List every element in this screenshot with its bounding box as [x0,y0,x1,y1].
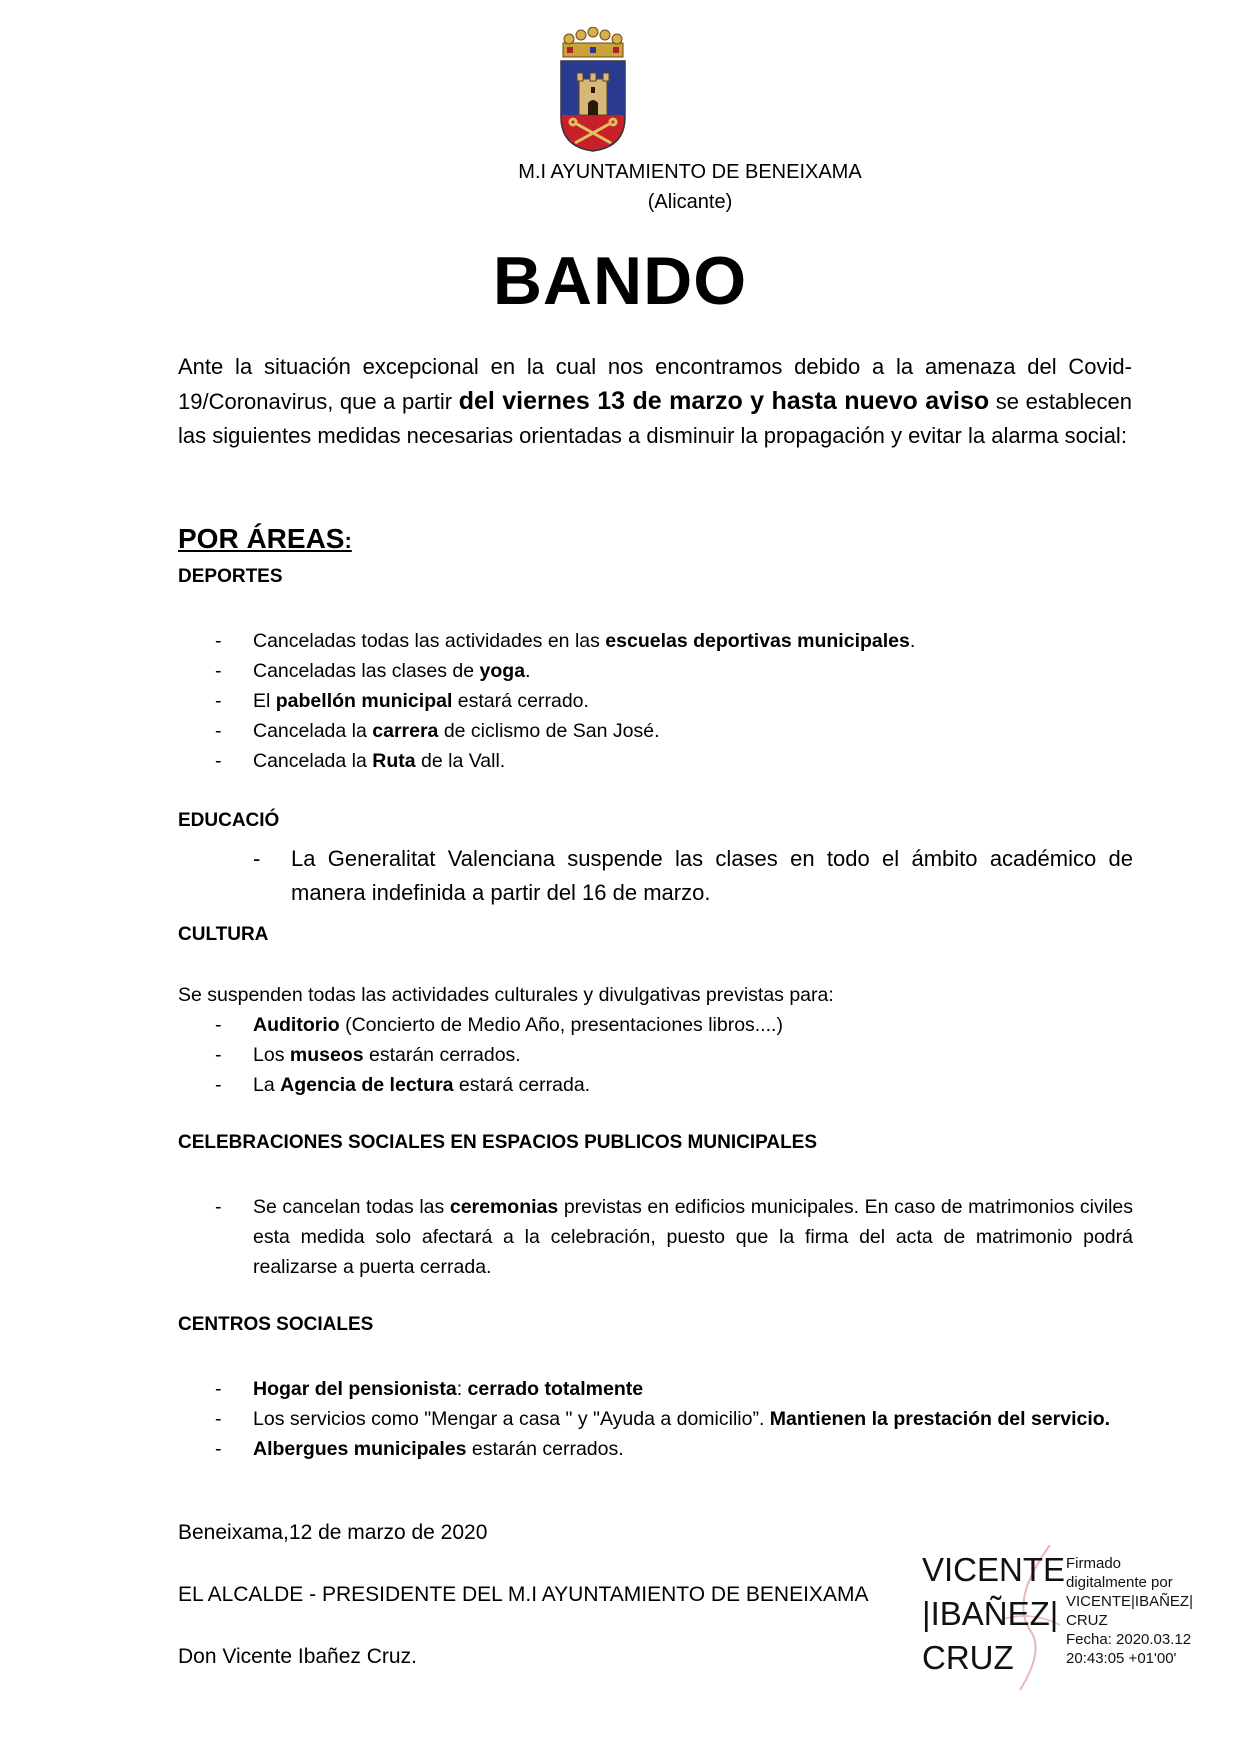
footer-date: Beneixama,12 de marzo de 2020 [178,1521,488,1544]
list-item: - Canceladas todas las actividades en las escuelas deportivas municipales. [215,626,1135,656]
list-item: - El pabellón municipal estará cerrado. [215,686,1135,716]
document-title: BANDO [492,243,748,319]
list-item: - Cancelada la carrera de ciclismo de San José. [215,716,1135,746]
dash-marker: - [215,630,222,652]
dash-marker: - [215,750,222,772]
educacio-item [253,842,1133,910]
section-heading-celebraciones: CELEBRACIONES SOCIALES EN ESPACIOS PUBLICOS MUNICIPALES [178,1132,818,1153]
intro-highlight: del viernes 13 de marzo y hasta nuevo aviso [458,387,990,415]
cultura-intro: Se suspenden todas las actividades culturales y divulgativas previstas para: [178,984,834,1006]
intro-text-2: se establecen las siguientes medidas necesarias orientadas a disminuir la propagación y evitar la alarma social: [178,389,1132,448]
dash-marker: - [215,1014,222,1036]
list-item: - Los servicios como "Mengar a casa " y "Ayuda a domicilio”. Mantienen la prestación del servicio. [215,1404,1133,1434]
signature-name-line: VICENTE [922,1551,1066,1588]
section-heading-educacio: EDUCACIÓ [178,810,280,831]
educacio-item-text: La Generalitat Valenciana suspende las clases en todo el ámbito académico de manera indefinida a partir del 16 de marzo. [291,846,1133,905]
centros-list [215,1374,1133,1464]
deportes-list [215,626,1135,776]
list-item: - Albergues municipales estarán cerrados. [215,1434,1133,1464]
list-item: - Cancelada la Ruta de la Vall. [215,746,1135,776]
signature-name [922,1548,1065,1680]
list-item: - Canceladas las clases de yoga. [215,656,1135,686]
list-item: - Hogar del pensionista: cerrado totalmente [215,1374,1133,1404]
section-heading-cultura: CULTURA [178,924,269,945]
signature-name-line: |IBAÑEZ| [922,1595,1059,1632]
crown-icon [563,27,623,57]
municipal-crest-logo [555,27,631,153]
organization-name: M.I AYUNTAMIENTO DE BENEIXAMA [518,161,862,183]
celebraciones-item: - Se cancelan todas las ceremonias previstas en edificios municipales. En caso de matrimonios civiles esta medida solo afectará a la celebración, puesto que la firma del acta de matrimonio podrá realizarse a puerta cerrada. [215,1192,1133,1282]
signature-detail-line: Firmado [1066,1555,1122,1572]
signature-details [1066,1554,1193,1668]
dash-marker: - [215,1378,222,1400]
dash-marker: - [215,720,222,742]
section-heading-deportes: DEPORTES [178,566,283,587]
por-areas-text: POR ÁREAS [178,523,345,554]
section-heading-centros: CENTROS SOCIALES [178,1314,374,1335]
signature-detail-line: 20:43:05 +01'00' [1066,1650,1177,1667]
tower-icon [577,73,609,115]
por-areas-heading [178,523,352,555]
cultura-list [215,1010,1135,1100]
intro-paragraph [178,350,1132,453]
signature-detail-line: VICENTE|IBAÑEZ| [1066,1593,1193,1610]
list-item: - Los museos estarán cerrados. [215,1040,1135,1070]
signature-detail-line: CRUZ [1066,1612,1108,1629]
list-item: - La Agencia de lectura estará cerrada. [215,1070,1135,1100]
signature-detail-line: digitalmente por [1066,1574,1173,1591]
dash-marker: - [215,1408,222,1430]
signature-detail-line: Fecha: 2020.03.12 [1066,1631,1192,1648]
signature-name-line: CRUZ [922,1639,1014,1676]
footer-name: Don Vicente Ibañez Cruz. [178,1645,417,1668]
intro-text-1: Ante la situación excepcional en la cual nos encontramos debido a la amenaza del Covid-19/Coronavirus, que a partir [178,354,1132,414]
dash-marker: - [215,1196,222,1218]
province-label: (Alicante) [647,191,733,213]
dash-marker: - [215,1044,222,1066]
dash-marker: - [253,846,261,871]
footer-role: EL ALCALDE - PRESIDENTE DEL M.I AYUNTAMIENTO DE BENEIXAMA [178,1583,869,1606]
por-areas-colon: : [344,528,352,553]
dash-marker: - [215,690,222,712]
dash-marker: - [215,1074,222,1096]
dash-marker: - [215,660,222,682]
dash-marker: - [215,1438,222,1460]
list-item: - Auditorio (Concierto de Medio Año, presentaciones libros....) [215,1010,1135,1040]
